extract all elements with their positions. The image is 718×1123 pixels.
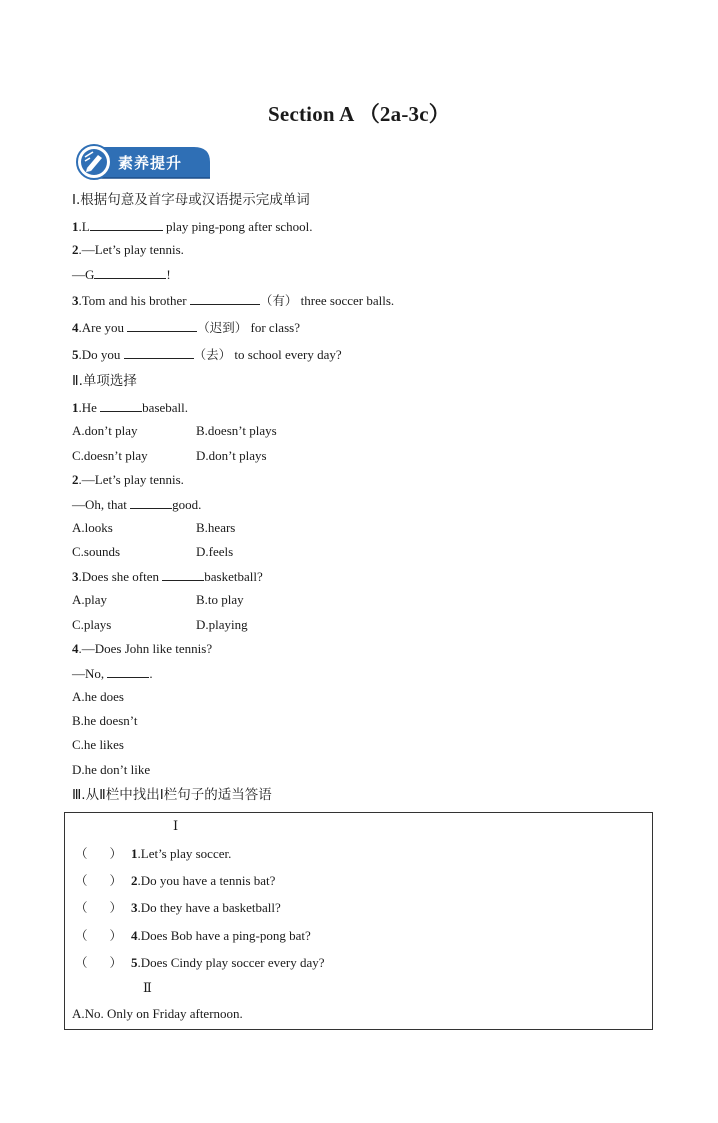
answer-blank[interactable]	[107, 665, 149, 678]
p1-q2: 2.—Let’s play tennis.	[72, 242, 184, 257]
answer-paren[interactable]: （ ）	[75, 900, 123, 915]
option-d[interactable]: D.feels	[196, 544, 234, 559]
p2-q3: 3.Does she often basketball?	[72, 569, 263, 584]
option-b[interactable]: B.he doesn’t	[72, 713, 138, 728]
p2-q1-options-cd	[72, 448, 267, 464]
p2-q3-options-ab	[72, 592, 244, 608]
answer-paren[interactable]: （ ）	[75, 873, 123, 888]
answer-blank[interactable]	[90, 218, 163, 231]
answer-paren[interactable]: （ ）	[75, 846, 123, 861]
p2-q1-options-ab	[72, 423, 277, 439]
option-c[interactable]: C.sounds	[72, 544, 121, 559]
answer-blank[interactable]	[100, 399, 142, 412]
answer-blank[interactable]	[130, 496, 172, 509]
column-2-header: Ⅱ	[143, 980, 152, 995]
option-a[interactable]: A.don’t play	[72, 423, 138, 438]
answer-option-a: A.No. Only on Friday afternoon.	[72, 1006, 243, 1021]
p2-q4-reply: —No, .	[72, 666, 153, 681]
option-c[interactable]: C.he likes	[72, 737, 124, 752]
p1-q4: 4.Are you （迟到） for class?	[72, 320, 300, 335]
p1-q1: 1.L play ping-pong after school.	[72, 219, 313, 234]
matching-table	[64, 812, 653, 1030]
table-row: （ ） 5.Does Cindy play soccer every day?	[75, 955, 325, 970]
p2-q1: 1.He baseball.	[72, 400, 189, 415]
answer-blank[interactable]	[94, 266, 166, 279]
option-b[interactable]: B.hears	[196, 520, 236, 535]
option-d[interactable]: D.he don’t like	[72, 762, 151, 777]
p2-q2-reply: —Oh, that good.	[72, 497, 202, 512]
p1-q3: 3.Tom and his brother （有） three soccer balls.	[72, 293, 395, 308]
answer-blank[interactable]	[162, 568, 204, 581]
p2-q2-options-ab	[72, 520, 236, 536]
p1-q2-reply: —G !	[72, 267, 171, 282]
table-row: （ ） 3.Do they have a basketball?	[75, 900, 281, 915]
option-d[interactable]: D.don’t plays	[196, 448, 267, 463]
part2-heading: Ⅱ.单项选择	[72, 373, 137, 389]
p2-q2-options-cd	[72, 544, 234, 560]
p1-q5: 5.Do you （去） to school every day?	[72, 347, 342, 362]
page-title: Section A （2a-3c）	[268, 102, 450, 126]
option-c[interactable]: C.plays	[72, 617, 112, 632]
table-row: （ ） 4.Does Bob have a ping-pong bat?	[75, 928, 311, 943]
answer-paren[interactable]: （ ）	[75, 955, 123, 970]
option-c[interactable]: C.doesn’t play	[72, 448, 148, 463]
option-b[interactable]: B.doesn’t plays	[196, 423, 277, 438]
p2-q2: 2.—Let’s play tennis.	[72, 472, 184, 487]
answer-blank[interactable]	[190, 292, 260, 305]
part3-heading: Ⅲ.从Ⅱ栏中找出Ⅰ栏句子的适当答语	[72, 787, 272, 803]
table-row: （ ） 2.Do you have a tennis bat?	[75, 873, 276, 888]
option-d[interactable]: D.playing	[196, 617, 248, 632]
p2-q3-options-cd	[72, 617, 248, 633]
banner-label: 素养提升	[118, 154, 183, 172]
answer-paren[interactable]: （ ）	[75, 928, 123, 943]
section-banner	[76, 143, 212, 181]
part1-heading: Ⅰ.根据句意及首字母或汉语提示完成单词	[72, 192, 310, 208]
table-row: （ ） 1.Let’s play soccer.	[75, 846, 232, 861]
option-a[interactable]: A.he does	[72, 689, 124, 704]
option-a[interactable]: A.looks	[72, 520, 113, 535]
p2-q4: 4.—Does John like tennis?	[72, 641, 213, 656]
column-1-header: Ⅰ	[173, 818, 179, 833]
answer-blank[interactable]	[124, 346, 194, 359]
answer-blank[interactable]	[127, 319, 197, 332]
option-b[interactable]: B.to play	[196, 592, 244, 607]
option-a[interactable]: A.play	[72, 592, 108, 607]
